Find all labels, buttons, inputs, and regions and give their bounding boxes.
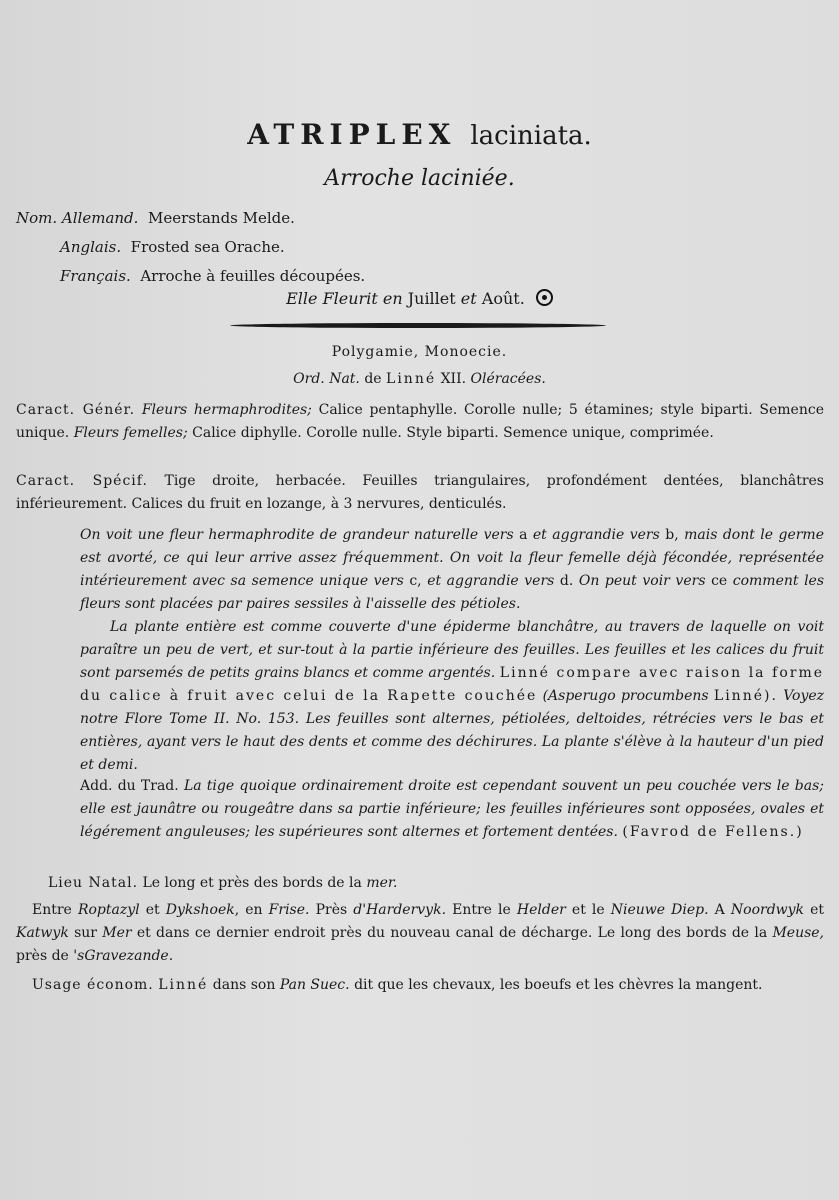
figure-letter: d. — [559, 573, 574, 589]
section-text: et dans ce dernier endroit près du nouveau canal de décharge. Le long des bords de la — [136, 925, 768, 941]
section-text: dans son — [212, 977, 276, 993]
place-name: Helder — [516, 902, 566, 918]
flowering-line — [0, 289, 839, 308]
section-text: et — [145, 902, 160, 918]
order-label: Ord. Nat. — [293, 371, 360, 387]
economic-usage — [16, 974, 824, 997]
section-label: Add. du Trad. — [80, 778, 179, 794]
vernacular-name: Meerstands Melde. — [147, 209, 295, 227]
description-paragraph-1 — [80, 524, 824, 616]
section-text: Entre le — [452, 902, 511, 918]
place-name: 'sGravezande. — [73, 948, 174, 964]
section-text: près de — [16, 948, 69, 964]
section-text: sur — [74, 925, 97, 941]
description-text: On voit une fleur hermaphrodite de grandeur naturelle vers — [80, 527, 514, 543]
section-text: Calice diphylle. Corolle nulle. Style biparti. Semence unique, comprimée. — [192, 425, 714, 441]
place-name: Meuse, — [772, 925, 825, 941]
section-text: Calice pentaphylle. Corolle nulle; 5 étamines; style biparti. Semence unique. — [16, 402, 824, 441]
ornamental-rule — [230, 323, 606, 328]
specific-characters — [16, 470, 824, 516]
section-label: Caract. Spécif. — [16, 473, 148, 489]
name-row-anglais — [16, 233, 516, 262]
vernacular-names — [16, 204, 516, 291]
description-paragraph-2 — [80, 616, 824, 777]
description-text: mais dont le germe est avorté, ce qui leur arrive assez fréquemment. On voit la fleur femelle déjà fécondée, représentée intérieurement avec sa semence unique vers — [80, 527, 824, 589]
author-name: (Favrod de Fellens.) — [622, 824, 804, 840]
figure-letter: c, — [409, 573, 422, 589]
native-location — [48, 872, 824, 895]
description-text: Les feuilles sont alternes, pétiolées, deltoides, rétrécies vers le bas et entières, ayant vers le haut des dents et comme des déchirures. La plante s'élève à la hauteur d'un pied et demi. — [80, 711, 825, 773]
description-text: et aggrandie vers — [532, 527, 660, 543]
flowering-text: en — [382, 289, 403, 308]
section-text: et — [810, 902, 825, 918]
flowering-text: Elle Fleurit — [286, 289, 378, 308]
flowering-month: Août. — [481, 289, 525, 308]
place-name: mer. — [366, 875, 398, 891]
place-name: Katwyk — [16, 925, 69, 941]
language-label: Anglais. — [60, 238, 122, 256]
natural-order-line — [0, 371, 839, 387]
section-label: Caract. Génér. — [16, 402, 136, 418]
place-name: Noordwyk — [730, 902, 805, 918]
translator-addition — [80, 775, 824, 844]
genus-name: ATRIPLEX — [247, 118, 457, 151]
classification-line: Polygamie, Monoecie. — [331, 344, 508, 360]
section-text: A — [714, 902, 725, 918]
name-row-allemand — [16, 204, 516, 233]
figure-letter: a — [519, 527, 528, 543]
species-name: laciniata. — [470, 121, 592, 151]
annual-symbol-icon — [536, 289, 553, 306]
section-text: La tige quoique ordinairement droite est cependant souvent un peu couchée vers le bas; elle est jaunâtre ou rougeâtre dans sa partie inférieure; les feuilles inférieures sont opposées, ovales et légérement anguleuses; les supérieures sont alternes et fortement dentées. — [80, 778, 824, 840]
section-text: Fleurs hermaphrodites; — [141, 402, 312, 418]
section-label: Lieu Natal. — [48, 875, 139, 891]
section-text: dit que les chevaux, les boeufs et les chèvres la mangent. — [354, 977, 763, 993]
author-name: Linné — [158, 977, 209, 993]
description-text: Linné compare avec raison la forme du calice à fruit avec celui de la Rapette couchée — [80, 665, 825, 704]
description-text: On peut voir vers — [578, 573, 706, 589]
description-text: (Asperugo procumbens — [542, 688, 709, 704]
flowering-month: Juillet — [407, 289, 456, 308]
flowering-text: et — [460, 289, 477, 308]
section-text: Entre — [32, 902, 72, 918]
description — [80, 524, 824, 777]
section-label: Usage économ. — [32, 977, 154, 993]
description-text: comment les fleurs sont placées par paires sessiles à l'aisselle des pétioles. — [80, 573, 825, 612]
author-name: Linné — [386, 371, 437, 387]
order-number: XII. — [440, 371, 467, 387]
place-name: d'Hardervyk. — [353, 902, 447, 918]
family-name: Oléracées. — [470, 371, 546, 387]
description-text: La plante entière est comme couverte d'une épiderme blanchâtre, au travers de laquelle on voit paraître un peu de vert, et sur-tout à la partie inférieure des feuilles. Les feuilles et les calices du fruit sont parsemés de petits grains blancs et comme argentés. — [80, 619, 824, 681]
place-name: Frise. — [268, 902, 310, 918]
place-name: Dykshoek — [165, 902, 235, 918]
section-text: et le — [571, 902, 605, 918]
description-text: et aggrandie vers — [427, 573, 555, 589]
section-text: , en — [234, 902, 263, 918]
language-label: Français. — [60, 267, 131, 285]
name-row-francais — [16, 262, 516, 291]
place-name: Roptazyl — [77, 902, 140, 918]
section-text: Le long et près des bords de la — [142, 875, 362, 891]
description-text: Voyez notre Flore Tome II. No. 153. — [80, 688, 825, 727]
generic-characters — [16, 399, 824, 445]
section-text: Près — [315, 902, 348, 918]
author-name: Linné). — [713, 688, 778, 704]
common-name-french: Arroche laciniée. — [324, 166, 515, 191]
figure-letter: ce — [711, 573, 728, 589]
page-title — [0, 118, 839, 151]
vernacular-name: Frosted sea Orache. — [130, 238, 285, 256]
order-text: de — [364, 371, 382, 387]
section-text: Fleurs femelles; — [73, 425, 188, 441]
localities — [16, 899, 824, 968]
book-title: Pan Suec. — [279, 977, 350, 993]
place-name: Mer — [102, 925, 132, 941]
vernacular-name: Arroche à feuilles découpées. — [140, 267, 366, 285]
language-label: Nom. Allemand. — [16, 209, 139, 227]
figure-letter: b, — [665, 527, 679, 543]
place-name: Nieuwe Diep. — [610, 902, 709, 918]
section-text: Tige droite, herbacée. Feuilles triangulaires, profondément dentées, blanchâtres inférieurement. Calices du fruit en lozange, à 3 nervures, denticulés. — [16, 473, 824, 512]
